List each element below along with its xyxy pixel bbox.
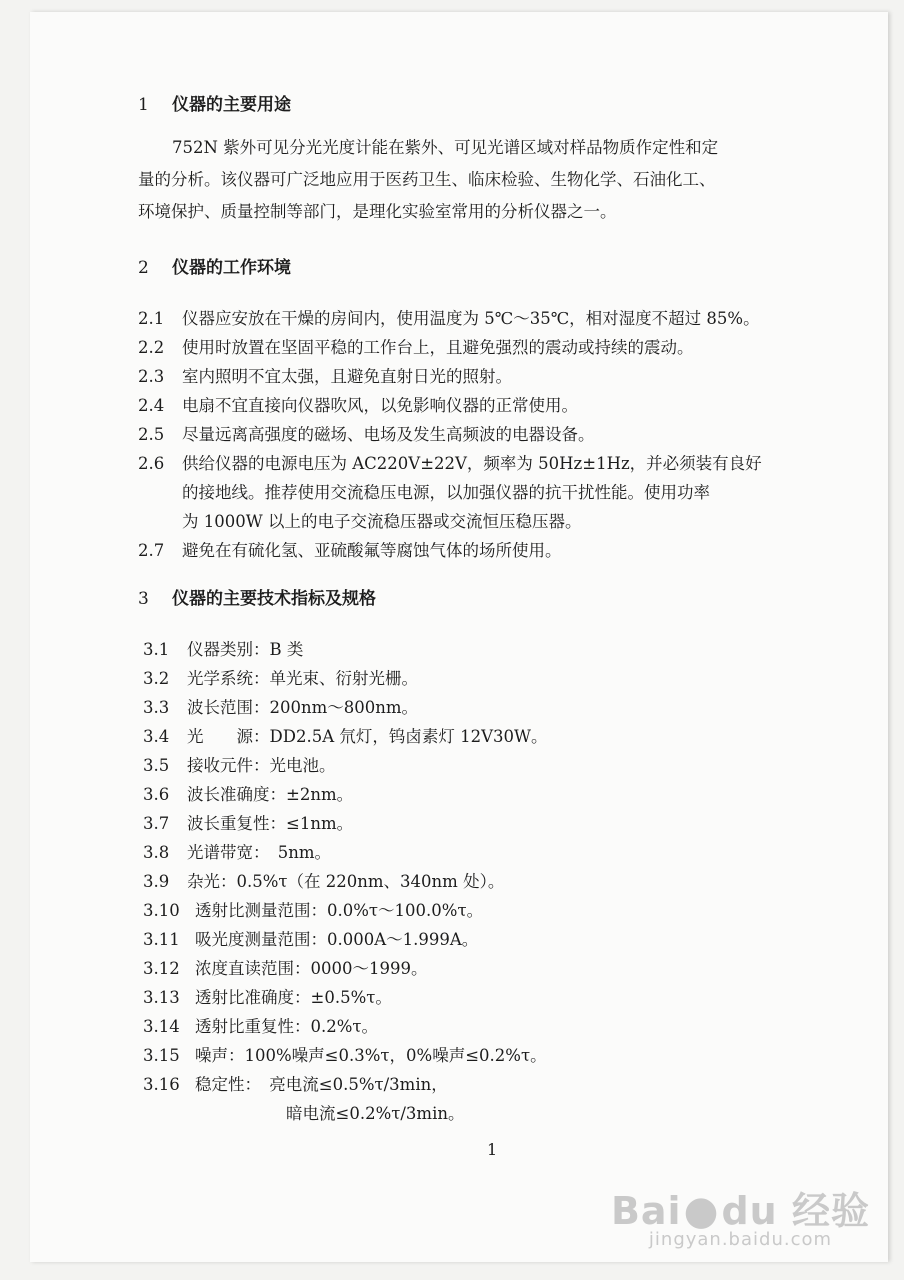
- list-item: [143, 897, 483, 921]
- list-item: [143, 694, 418, 718]
- list-item: [143, 636, 303, 660]
- list-item: [143, 868, 504, 892]
- item-text: 接收元件：光电池。: [187, 756, 336, 775]
- item-number: 2.2: [138, 338, 165, 357]
- section-title: 仪器的主要技术指标及规格: [172, 589, 376, 609]
- item-text: 尽量远离高强度的磁场、电场及发生高频波的电器设备。: [182, 425, 595, 444]
- item-number: 3.2: [143, 669, 170, 688]
- item-number: 3.10: [143, 901, 180, 920]
- item-text: 供给仪器的电源电压为 AC220V±22V，频率为 50Hz±1Hz，并必须装有良好: [182, 454, 762, 473]
- paragraph-line: 量的分析。该仪器可广泛地应用于医药卫生、临床检验、生物化学、石油化工、: [138, 170, 716, 189]
- list-item-continuation: 暗电流≤0.2%τ/3min。: [286, 1104, 465, 1123]
- item-number: 2.6: [138, 454, 165, 473]
- item-text: 光学系统：单光束、衍射光栅。: [187, 669, 418, 688]
- section-1-paragraph: [138, 132, 838, 228]
- item-text: 波长范围：200nm～800nm。: [187, 698, 419, 717]
- item-number: 2.4: [138, 396, 165, 415]
- item-number: 3.16: [143, 1075, 180, 1094]
- section-title: 仪器的主要用途: [172, 95, 291, 115]
- list-item: [138, 363, 512, 387]
- paw-icon: ●: [683, 1188, 720, 1234]
- list-item: [138, 305, 760, 329]
- baidu-watermark: [611, 1180, 870, 1250]
- item-text: 波长重复性：≤1nm。: [187, 814, 354, 833]
- item-text: 电扇不宜直接向仪器吹风，以免影响仪器的正常使用。: [182, 396, 578, 415]
- section-1-heading: [138, 90, 291, 115]
- item-number: 2.1: [138, 309, 165, 328]
- item-text: 光 源：DD2.5A 氘灯，钨卤素灯 12V30W。: [187, 727, 548, 746]
- item-text: 吸光度测量范围：0.000A～1.999A。: [195, 930, 479, 949]
- watermark-url: jingyan.baidu.com: [648, 1229, 833, 1250]
- list-item: [143, 752, 336, 776]
- item-number: 3.13: [143, 988, 180, 1007]
- list-item-continuation: 为 1000W 以上的电子交流稳压器或交流恒压稳压器。: [182, 512, 582, 531]
- list-item: [143, 665, 418, 689]
- item-number: 3.7: [143, 814, 170, 833]
- item-number: 3.11: [143, 930, 180, 949]
- list-item: [143, 1042, 547, 1066]
- list-item: [143, 955, 427, 979]
- list-item-continuation: 的接地线。推荐使用交流稳压电源，以加强仪器的抗干扰性能。使用功率: [182, 483, 710, 502]
- item-text: 杂光：0.5%τ（在 220nm、340nm 处）。: [187, 872, 505, 891]
- item-number: 3.8: [143, 843, 170, 862]
- list-item: [143, 810, 353, 834]
- item-text: 仪器应安放在干燥的房间内，使用温度为 5℃～35℃，相对湿度不超过 85%。: [182, 309, 760, 328]
- list-item: [143, 839, 331, 863]
- item-text: 透射比准确度：±0.5%τ。: [195, 988, 392, 1007]
- list-item: [143, 1013, 378, 1037]
- item-text: 光谱带宽： 5nm。: [187, 843, 332, 862]
- list-item: [143, 781, 353, 805]
- list-item: [138, 450, 762, 474]
- item-text: 噪声：100%噪声≤0.3%τ，0%噪声≤0.2%τ。: [195, 1046, 547, 1065]
- section-number: 2: [138, 258, 149, 278]
- section-number: 3: [138, 589, 149, 609]
- section-number: 1: [138, 95, 149, 115]
- item-number: 2.3: [138, 367, 165, 386]
- item-number: 3.15: [143, 1046, 180, 1065]
- list-item: [138, 334, 694, 358]
- section-3-heading: [138, 584, 376, 609]
- list-item: [143, 926, 478, 950]
- item-text: 使用时放置在坚固平稳的工作台上，且避免强烈的震动或持续的震动。: [182, 338, 694, 357]
- item-number: 3.5: [143, 756, 170, 775]
- item-text: 避免在有硫化氢、亚硫酸氟等腐蚀气体的场所使用。: [182, 541, 562, 560]
- item-number: 3.3: [143, 698, 170, 717]
- list-item: [138, 392, 578, 416]
- paragraph-line: 752N 紫外可见分光光度计能在紫外、可见光谱区域对样品物质作定性和定: [172, 138, 719, 157]
- item-number: 2.7: [138, 541, 165, 560]
- item-text: 室内照明不宜太强，且避免直射日光的照射。: [182, 367, 512, 386]
- list-item: [138, 537, 562, 561]
- item-text: 透射比测量范围：0.0%τ～100.0%τ。: [195, 901, 484, 920]
- item-text: 浓度直读范围：0000～1999。: [195, 959, 428, 978]
- paragraph-line: 环境保护、质量控制等部门，是理化实验室常用的分析仪器之一。: [138, 202, 617, 221]
- list-item: [138, 421, 595, 445]
- item-text: 稳定性： 亮电流≤0.5%τ/3min，: [195, 1075, 448, 1094]
- item-number: 3.9: [143, 872, 170, 891]
- item-text: 透射比重复性：0.2%τ。: [195, 1017, 379, 1036]
- list-item: [143, 984, 392, 1008]
- item-text: 波长准确度：±2nm。: [187, 785, 354, 804]
- item-number: 3.12: [143, 959, 180, 978]
- list-item: [143, 1071, 448, 1095]
- item-number: 3.6: [143, 785, 170, 804]
- item-number: 3.1: [143, 640, 170, 659]
- item-number: 3.14: [143, 1017, 180, 1036]
- item-number: 2.5: [138, 425, 165, 444]
- item-text: 仪器类别：B 类: [187, 640, 304, 659]
- watermark-logo: Bai●du 经验: [610, 1188, 870, 1234]
- section-2-heading: [138, 253, 291, 278]
- section-title: 仪器的工作环境: [172, 258, 291, 278]
- list-item: [143, 723, 547, 747]
- page-number: 1: [487, 1140, 498, 1159]
- item-number: 3.4: [143, 727, 170, 746]
